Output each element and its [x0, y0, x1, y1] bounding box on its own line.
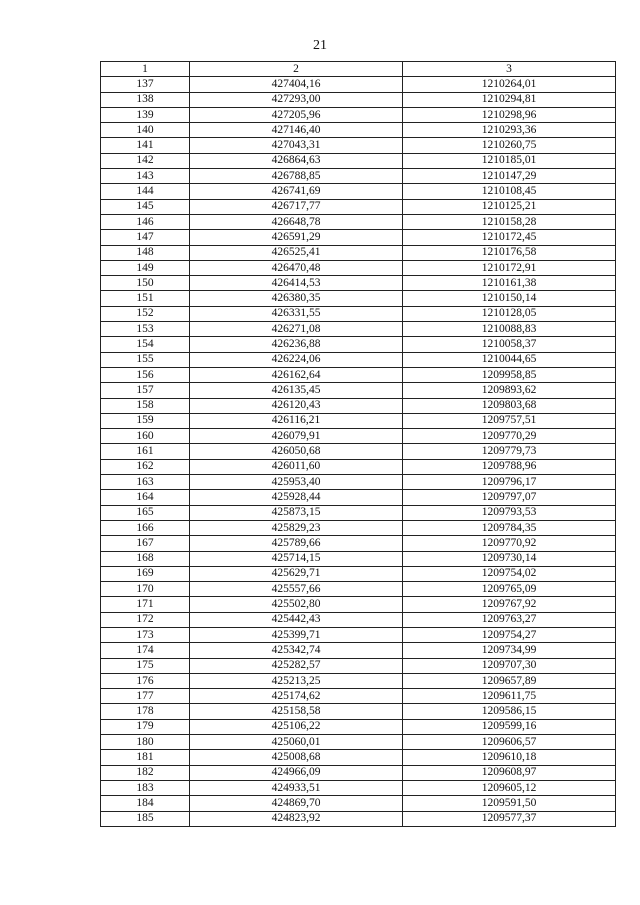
table-row [101, 291, 616, 306]
y-coordinate-cell: 1209803,68 [403, 398, 616, 413]
point-number-cell: 169 [101, 566, 190, 581]
table-row [101, 429, 616, 444]
point-number-cell: 165 [101, 505, 190, 520]
point-number-cell: 154 [101, 337, 190, 352]
x-coordinate-cell: 427293,00 [190, 92, 403, 107]
y-coordinate-cell: 1209770,29 [403, 429, 616, 444]
point-number-cell: 147 [101, 230, 190, 245]
point-number-cell: 144 [101, 184, 190, 199]
point-number-cell: 159 [101, 413, 190, 428]
y-coordinate-cell: 1210172,91 [403, 260, 616, 275]
y-coordinate-cell: 1209591,50 [403, 796, 616, 811]
y-coordinate-cell: 1209608,97 [403, 765, 616, 780]
point-number-cell: 162 [101, 459, 190, 474]
table-row [101, 337, 616, 352]
y-coordinate-cell: 1210150,14 [403, 291, 616, 306]
point-number-cell: 139 [101, 107, 190, 122]
x-coordinate-cell: 425158,58 [190, 704, 403, 719]
y-coordinate-cell: 1209605,12 [403, 780, 616, 795]
y-coordinate-cell: 1210128,05 [403, 306, 616, 321]
x-coordinate-cell: 425008,68 [190, 750, 403, 765]
y-coordinate-cell: 1209611,75 [403, 689, 616, 704]
table-row [101, 260, 616, 275]
point-number-cell: 153 [101, 322, 190, 337]
y-coordinate-cell: 1209767,92 [403, 597, 616, 612]
point-number-cell: 170 [101, 582, 190, 597]
x-coordinate-cell: 425399,71 [190, 627, 403, 642]
table-row [101, 276, 616, 291]
x-coordinate-cell: 425953,40 [190, 475, 403, 490]
point-number-cell: 183 [101, 780, 190, 795]
table-row [101, 169, 616, 184]
table-row [101, 704, 616, 719]
x-coordinate-cell: 426224,06 [190, 352, 403, 367]
point-number-cell: 167 [101, 536, 190, 551]
table-row [101, 214, 616, 229]
table-row [101, 398, 616, 413]
table-row [101, 627, 616, 642]
column-header-2: 2 [190, 62, 403, 77]
y-coordinate-cell: 1209754,27 [403, 627, 616, 642]
y-coordinate-cell: 1209754,02 [403, 566, 616, 581]
y-coordinate-cell: 1209958,85 [403, 367, 616, 382]
y-coordinate-cell: 1210185,01 [403, 153, 616, 168]
table-row [101, 306, 616, 321]
x-coordinate-cell: 426864,63 [190, 153, 403, 168]
table-row [101, 77, 616, 92]
y-coordinate-cell: 1210172,45 [403, 230, 616, 245]
table-row [101, 107, 616, 122]
x-coordinate-cell: 426050,68 [190, 444, 403, 459]
x-coordinate-cell: 425829,23 [190, 520, 403, 535]
x-coordinate-cell: 426788,85 [190, 169, 403, 184]
y-coordinate-cell: 1210293,36 [403, 123, 616, 138]
y-coordinate-cell: 1209610,18 [403, 750, 616, 765]
coordinates-table [100, 61, 616, 827]
column-header-3: 3 [403, 62, 616, 77]
x-coordinate-cell: 425213,25 [190, 673, 403, 688]
y-coordinate-cell: 1209793,53 [403, 505, 616, 520]
y-coordinate-cell: 1210147,29 [403, 169, 616, 184]
y-coordinate-cell: 1209763,27 [403, 612, 616, 627]
point-number-cell: 185 [101, 811, 190, 826]
point-number-cell: 172 [101, 612, 190, 627]
table-row [101, 658, 616, 673]
x-coordinate-cell: 425789,66 [190, 536, 403, 551]
x-coordinate-cell: 426236,88 [190, 337, 403, 352]
x-coordinate-cell: 426741,69 [190, 184, 403, 199]
point-number-cell: 180 [101, 735, 190, 750]
y-coordinate-cell: 1210108,45 [403, 184, 616, 199]
y-coordinate-cell: 1209797,07 [403, 490, 616, 505]
point-number-cell: 184 [101, 796, 190, 811]
point-number-cell: 158 [101, 398, 190, 413]
point-number-cell: 155 [101, 352, 190, 367]
x-coordinate-cell: 427146,40 [190, 123, 403, 138]
x-coordinate-cell: 426116,21 [190, 413, 403, 428]
point-number-cell: 177 [101, 689, 190, 704]
x-coordinate-cell: 426331,55 [190, 306, 403, 321]
table-row [101, 92, 616, 107]
x-coordinate-cell: 426135,45 [190, 383, 403, 398]
point-number-cell: 171 [101, 597, 190, 612]
table-row [101, 582, 616, 597]
x-coordinate-cell: 425060,01 [190, 735, 403, 750]
column-header-1: 1 [101, 62, 190, 77]
table-row [101, 719, 616, 734]
y-coordinate-cell: 1209765,09 [403, 582, 616, 597]
x-coordinate-cell: 427404,16 [190, 77, 403, 92]
table-row [101, 459, 616, 474]
y-coordinate-cell: 1210294,81 [403, 92, 616, 107]
table-row [101, 413, 616, 428]
table-row [101, 367, 616, 382]
point-number-cell: 142 [101, 153, 190, 168]
table-row [101, 735, 616, 750]
point-number-cell: 160 [101, 429, 190, 444]
table-row [101, 765, 616, 780]
point-number-cell: 163 [101, 475, 190, 490]
table-row [101, 505, 616, 520]
x-coordinate-cell: 425282,57 [190, 658, 403, 673]
x-coordinate-cell: 425629,71 [190, 566, 403, 581]
table-row [101, 322, 616, 337]
y-coordinate-cell: 1210044,65 [403, 352, 616, 367]
x-coordinate-cell: 427205,96 [190, 107, 403, 122]
table-header-row [101, 62, 616, 77]
table-row [101, 536, 616, 551]
x-coordinate-cell: 424933,51 [190, 780, 403, 795]
x-coordinate-cell: 427043,31 [190, 138, 403, 153]
point-number-cell: 151 [101, 291, 190, 306]
point-number-cell: 143 [101, 169, 190, 184]
x-coordinate-cell: 425873,15 [190, 505, 403, 520]
table-row [101, 138, 616, 153]
point-number-cell: 161 [101, 444, 190, 459]
point-number-cell: 146 [101, 214, 190, 229]
x-coordinate-cell: 424823,92 [190, 811, 403, 826]
table-row [101, 520, 616, 535]
y-coordinate-cell: 1210088,83 [403, 322, 616, 337]
table-row [101, 597, 616, 612]
x-coordinate-cell: 425106,22 [190, 719, 403, 734]
point-number-cell: 148 [101, 245, 190, 260]
y-coordinate-cell: 1210161,38 [403, 276, 616, 291]
table-row [101, 230, 616, 245]
y-coordinate-cell: 1209757,51 [403, 413, 616, 428]
x-coordinate-cell: 425442,43 [190, 612, 403, 627]
table-row [101, 153, 616, 168]
table-row [101, 245, 616, 260]
table-row [101, 490, 616, 505]
point-number-cell: 145 [101, 199, 190, 214]
x-coordinate-cell: 426271,08 [190, 322, 403, 337]
y-coordinate-cell: 1209599,16 [403, 719, 616, 734]
point-number-cell: 157 [101, 383, 190, 398]
y-coordinate-cell: 1210260,75 [403, 138, 616, 153]
y-coordinate-cell: 1209788,96 [403, 459, 616, 474]
table-row [101, 184, 616, 199]
x-coordinate-cell: 425928,44 [190, 490, 403, 505]
y-coordinate-cell: 1210058,37 [403, 337, 616, 352]
point-number-cell: 176 [101, 673, 190, 688]
x-coordinate-cell: 426591,29 [190, 230, 403, 245]
table-row [101, 444, 616, 459]
point-number-cell: 141 [101, 138, 190, 153]
y-coordinate-cell: 1209796,17 [403, 475, 616, 490]
y-coordinate-cell: 1209784,35 [403, 520, 616, 535]
table-row [101, 566, 616, 581]
page-number: 21 [313, 38, 327, 53]
point-number-cell: 182 [101, 765, 190, 780]
x-coordinate-cell: 426120,43 [190, 398, 403, 413]
y-coordinate-cell: 1210158,28 [403, 214, 616, 229]
table-row [101, 383, 616, 398]
x-coordinate-cell: 425714,15 [190, 551, 403, 566]
point-number-cell: 174 [101, 643, 190, 658]
table-row [101, 475, 616, 490]
point-number-cell: 138 [101, 92, 190, 107]
point-number-cell: 173 [101, 627, 190, 642]
y-coordinate-cell: 1209657,89 [403, 673, 616, 688]
y-coordinate-cell: 1209586,15 [403, 704, 616, 719]
table-row [101, 612, 616, 627]
table-row [101, 199, 616, 214]
point-number-cell: 168 [101, 551, 190, 566]
x-coordinate-cell: 426079,91 [190, 429, 403, 444]
x-coordinate-cell: 426380,35 [190, 291, 403, 306]
point-number-cell: 179 [101, 719, 190, 734]
x-coordinate-cell: 426162,64 [190, 367, 403, 382]
x-coordinate-cell: 426525,41 [190, 245, 403, 260]
x-coordinate-cell: 425342,74 [190, 643, 403, 658]
y-coordinate-cell: 1209734,99 [403, 643, 616, 658]
x-coordinate-cell: 425174,62 [190, 689, 403, 704]
point-number-cell: 175 [101, 658, 190, 673]
x-coordinate-cell: 426011,60 [190, 459, 403, 474]
point-number-cell: 149 [101, 260, 190, 275]
x-coordinate-cell: 426414,53 [190, 276, 403, 291]
y-coordinate-cell: 1209577,37 [403, 811, 616, 826]
point-number-cell: 152 [101, 306, 190, 321]
table-row [101, 780, 616, 795]
y-coordinate-cell: 1210125,21 [403, 199, 616, 214]
table-body [101, 77, 616, 827]
table-row [101, 811, 616, 826]
point-number-cell: 150 [101, 276, 190, 291]
x-coordinate-cell: 424869,70 [190, 796, 403, 811]
y-coordinate-cell: 1209779,73 [403, 444, 616, 459]
x-coordinate-cell: 426717,77 [190, 199, 403, 214]
y-coordinate-cell: 1209707,30 [403, 658, 616, 673]
table-row [101, 673, 616, 688]
y-coordinate-cell: 1210264,01 [403, 77, 616, 92]
table-row [101, 551, 616, 566]
table-row [101, 352, 616, 367]
y-coordinate-cell: 1209606,57 [403, 735, 616, 750]
y-coordinate-cell: 1209730,14 [403, 551, 616, 566]
table-row [101, 123, 616, 138]
point-number-cell: 140 [101, 123, 190, 138]
point-number-cell: 178 [101, 704, 190, 719]
y-coordinate-cell: 1209770,92 [403, 536, 616, 551]
x-coordinate-cell: 426648,78 [190, 214, 403, 229]
point-number-cell: 164 [101, 490, 190, 505]
y-coordinate-cell: 1210176,58 [403, 245, 616, 260]
point-number-cell: 137 [101, 77, 190, 92]
point-number-cell: 156 [101, 367, 190, 382]
point-number-cell: 166 [101, 520, 190, 535]
table-row [101, 796, 616, 811]
x-coordinate-cell: 425557,66 [190, 582, 403, 597]
x-coordinate-cell: 425502,80 [190, 597, 403, 612]
x-coordinate-cell: 426470,48 [190, 260, 403, 275]
y-coordinate-cell: 1209893,62 [403, 383, 616, 398]
y-coordinate-cell: 1210298,96 [403, 107, 616, 122]
point-number-cell: 181 [101, 750, 190, 765]
table-row [101, 689, 616, 704]
table-row [101, 750, 616, 765]
x-coordinate-cell: 424966,09 [190, 765, 403, 780]
table-row [101, 643, 616, 658]
